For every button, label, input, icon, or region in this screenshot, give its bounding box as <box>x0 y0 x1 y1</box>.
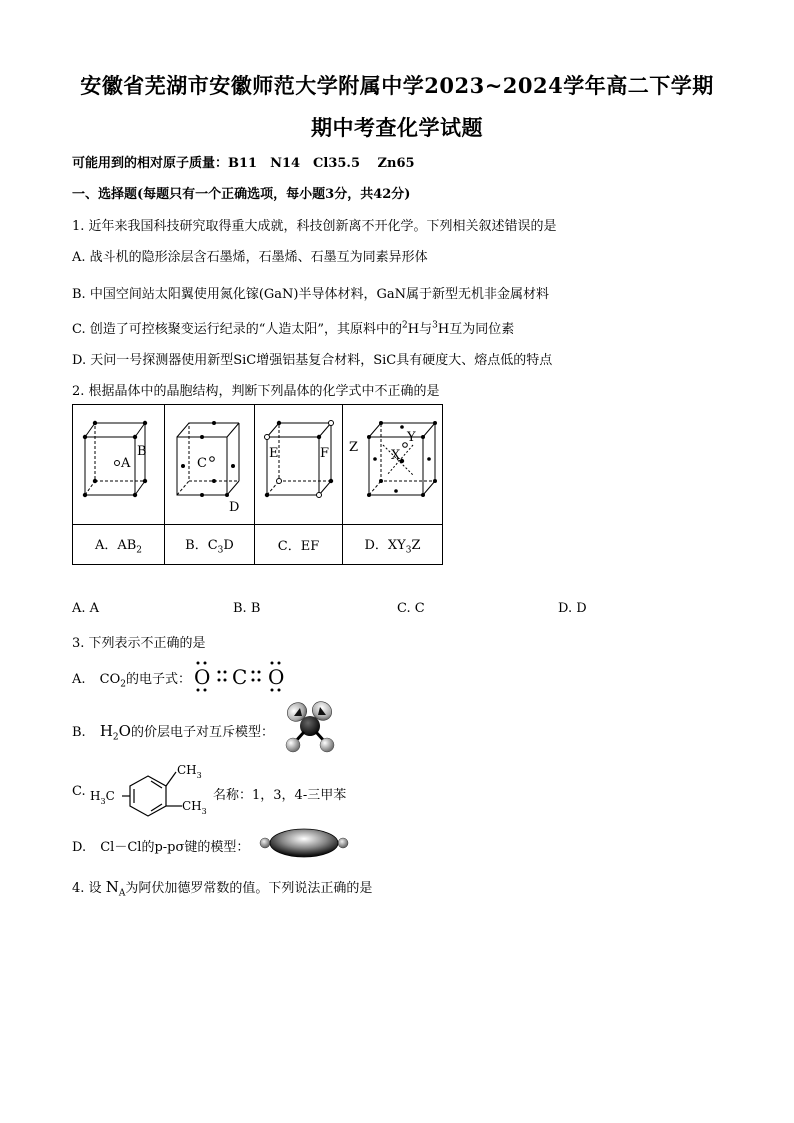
page-title: 安徽省芜湖市安徽师范大学附属中学2023~2024学年高二下学期 <box>80 73 714 98</box>
q4-text-a: 4. 设 <box>72 881 102 896</box>
question-1-stem: 1. 近年来我国科技研究取得重大成就，科技创新离不开化学。下列相关叙述错误的是 <box>72 219 557 234</box>
atom-b-label: B <box>137 444 147 459</box>
q2-option-b: B. B <box>233 601 261 616</box>
co2-formula: CO <box>99 672 121 687</box>
h2o-formula-h: H <box>99 722 113 740</box>
option-c-text-c: H互为同位素 <box>437 322 515 337</box>
choice-c-formula: C．EF <box>277 539 320 554</box>
choice-cell-a <box>73 525 165 565</box>
unit-cell-c-diagram <box>255 405 342 520</box>
co2-subscript: 2 <box>120 679 127 690</box>
q2-option-a: A. A <box>72 601 100 616</box>
isotope-3-mass: 3 <box>432 320 438 331</box>
cell-figure-b <box>165 405 255 525</box>
atom-c-label: C <box>197 456 207 471</box>
choice-cell-c <box>255 525 343 565</box>
sigma-bond-model <box>256 826 352 860</box>
q3d-text-a: Cl－Cl的 <box>100 840 155 855</box>
choice-a-subscript: 2 <box>136 545 143 556</box>
cell-figure-c <box>255 405 343 525</box>
co2-lewis-structure <box>190 659 290 693</box>
atom-z-label: Z <box>349 440 359 455</box>
choice-d-formula-z: Z <box>411 537 421 553</box>
q2-option-c: C. C <box>397 601 425 616</box>
choice-cell-b <box>165 525 255 565</box>
choice-d-subscript: 3 <box>405 545 412 556</box>
atom-e-label: E <box>269 446 279 461</box>
option-c-text-b: H与 <box>407 322 433 337</box>
question-1-option-a: A. 战斗机的隐形涂层含石墨烯，石墨烯、石墨互为同素异形体 <box>72 250 428 265</box>
avogadro-symbol: N <box>105 878 119 896</box>
unit-cell-a-diagram <box>73 405 164 520</box>
option-c-text-a: C. 创造了可控核聚变运行纪录的“人造太阳”，其原料中的 <box>72 322 403 337</box>
q3d-text-b: p-pσ <box>154 840 185 855</box>
isotope-2-mass: 2 <box>402 320 408 331</box>
q3b-text: 的价层电子对互斥模型： <box>130 725 274 740</box>
choice-b-subscript: 3 <box>217 545 224 556</box>
h2o-subscript: 2 <box>112 732 119 743</box>
page-subtitle: 期中考查化学试题 <box>311 115 483 140</box>
question-3-option-d <box>72 836 249 855</box>
lewis-o-right: O <box>268 665 285 689</box>
choice-d-formula: D．XY <box>364 537 406 553</box>
q3a-text: 的电子式： <box>126 672 192 687</box>
lewis-c: C <box>232 665 248 689</box>
h2o-formula-o: O <box>118 722 131 740</box>
section-heading: 一、选择题(每题只有一个正确选项，每小题3分，共42分) <box>72 187 411 202</box>
atom-y-label: Y <box>407 430 416 445</box>
question-3-option-b <box>72 721 274 743</box>
atom-f-label: F <box>320 446 330 461</box>
cell-figure-d <box>343 405 443 525</box>
lewis-o-left: O <box>194 665 211 689</box>
choice-b-formula-d: D <box>223 537 234 553</box>
q3d-text-c: 键的模型： <box>184 840 250 855</box>
q3d-label: D. <box>72 840 87 855</box>
unit-cell-table <box>72 404 443 565</box>
q3a-label: A. <box>72 672 86 687</box>
cell-figure-a <box>73 405 165 525</box>
choice-a-formula: A．AB <box>94 537 137 553</box>
question-3-option-c: C. <box>72 784 86 799</box>
atomic-masses: 可能用到的相对原子质量：B11 N14 Cl35.5 Zn65 <box>72 156 415 171</box>
q3b-label: B. <box>72 725 86 740</box>
q2-option-d: D. D <box>558 601 587 616</box>
question-2-stem: 2. 根据晶体中的晶胞结构，判断下列晶体的化学式中不正确的是 <box>72 384 440 399</box>
trimethylbenzene-name: 名称：1，3，4-三甲苯 <box>213 788 347 803</box>
question-1-option-c <box>72 318 514 337</box>
trimethylbenzene-structure <box>88 758 218 818</box>
question-1-option-b: B. 中国空间站太阳翼使用氮化镓(GaN)半导体材料，GaN属于新型无机非金属材料 <box>72 287 549 302</box>
unit-cell-d-diagram <box>343 405 442 520</box>
choice-b-formula: B．C <box>185 537 218 553</box>
question-3-stem: 3. 下列表示不正确的是 <box>72 636 206 651</box>
choice-cell-d <box>343 525 443 565</box>
unit-cell-b-diagram <box>165 405 254 520</box>
atom-x-label: X <box>391 448 401 463</box>
methyl-top: $CH_3$ <box>177 763 202 780</box>
avogadro-subscript: A <box>118 888 126 899</box>
vsepr-model <box>280 698 340 756</box>
question-1-option-d: D. 天问一号探测器使用新型SiC增强铝基复合材料，SiC具有硬度大、熔点低的特点 <box>72 353 553 368</box>
atom-d-label: D <box>229 500 240 515</box>
methyl-left: $H_3C$ <box>90 789 115 806</box>
atom-a-label: A <box>121 456 131 471</box>
question-3-option-a <box>72 668 191 690</box>
question-4-stem <box>72 877 372 899</box>
q4-text-b: 为阿伏加德罗常数的值。下列说法正确的是 <box>125 881 373 896</box>
methyl-right: $CH_3$ <box>182 799 207 816</box>
